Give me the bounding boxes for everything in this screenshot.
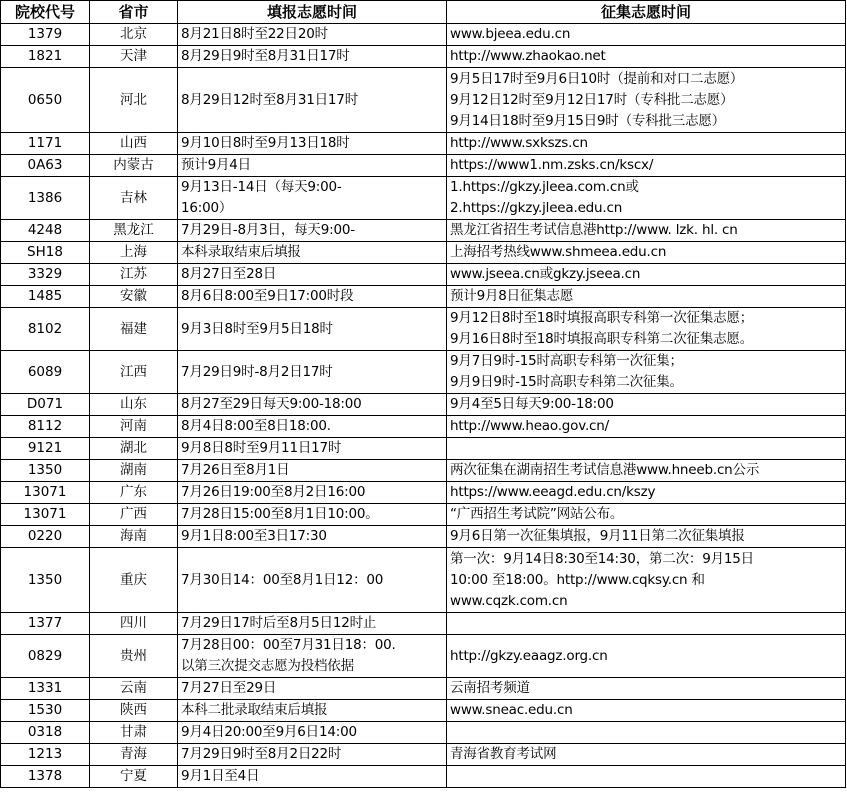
fill-time-cell [178,68,447,133]
collect-time-cell [447,351,846,394]
table-row [1,133,846,155]
province-cell: 海南 [90,526,178,548]
fill-line: 8月21日8时至22日20时 [181,26,328,42]
fill-line: 7月29日9时-8月2日17时 [181,363,333,380]
table-row [1,460,846,482]
table-row [1,526,846,548]
fill-line: 9月3日8时至9月5日18时 [181,320,333,337]
collect-line: 青海省教育考试网 [450,746,557,762]
fill-line: 8月29日9时至8月31日17时 [181,48,350,64]
collect-time-cell [447,68,846,133]
table-row [1,438,846,460]
fill-time-cell [178,744,447,766]
table-row [1,744,846,766]
fill-time-cell [178,504,447,526]
collect-line: 9月7日9时-15时高职专科第一次征集； [450,353,683,369]
fill-time-cell [178,394,447,416]
collect-line: 9月9日9时-15时高职专科第二次征集。 [450,374,683,390]
fill-time-cell [178,286,447,308]
fill-line: 7月30日14：00至8月1日12：00 [181,571,384,588]
collect-time-cell [447,613,846,635]
collect-time-cell [447,24,846,46]
fill-line: 8月4日8:00至8日18:00. [181,418,331,434]
collect-time-cell [447,635,846,678]
fill-line: 9月13日-14日（每天9:00- [181,179,342,195]
fill-time-cell [178,308,447,351]
fill-time-cell [178,351,447,394]
school-code-cell: 0220 [1,526,90,548]
collect-time-cell [447,155,846,177]
collect-time-cell [447,700,846,722]
fill-line: 8月29日12时至8月31日17时 [181,91,358,108]
table-row [1,548,846,613]
collect-time-cell [447,242,846,264]
collect-line: 9月4至5日每天9:00-18:00 [450,396,614,412]
collect-line: www.bjeea.edu.cn [450,26,571,42]
fill-line: 本科二批录取结束后填报 [181,702,328,718]
table-row [1,482,846,504]
collect-time-cell [447,264,846,286]
table-row [1,177,846,220]
collect-line: 黑龙江省招生考试信息港http://www. lzk. hl. cn [450,222,738,238]
collect-line: https://www.eeagd.edu.cn/kszy [450,484,656,500]
collect-line: 9月12日8时至18时填报高职专科第一次征集志愿； [450,310,754,326]
collect-time-cell [447,177,846,220]
fill-line: 7月29日9时至8月2日22时 [181,746,342,762]
collect-line: 2.https://gkzy.jleea.edu.cn [450,200,623,216]
fill-time-cell [178,416,447,438]
table-row [1,220,846,242]
collect-time-cell [447,482,846,504]
fill-time-cell [178,460,447,482]
province-cell: 江西 [90,351,178,394]
province-cell: 黑龙江 [90,220,178,242]
fill-line: 9月8日8时至9月11日17时 [181,440,342,456]
fill-time-cell [178,242,447,264]
collect-line: 9月12日12时至9月12日17时（专科批二志愿） [450,91,734,108]
collect-line: 9月16日8时至18时填报高职专科第二次征集志愿。 [450,331,754,347]
collect-time-cell [447,220,846,242]
province-cell: 河南 [90,416,178,438]
school-code-cell: 1350 [1,548,90,613]
collect-line: http://www.sxkszs.cn [450,135,588,151]
fill-line: 16:00） [181,200,233,216]
collect-line: http://www.zhaokao.net [450,48,606,64]
province-cell: 甘肃 [90,722,178,744]
table-row [1,68,846,133]
table-row [1,286,846,308]
fill-line: 9月1日8:00至3日17:30 [181,528,327,544]
school-code-cell: 0318 [1,722,90,744]
province-cell: 湖北 [90,438,178,460]
table-row [1,155,846,177]
table-row [1,351,846,394]
fill-line: 7月28日15:00至8月1日10:00。 [181,506,379,522]
school-code-cell: 1377 [1,613,90,635]
collect-time-cell [447,766,846,788]
school-code-cell: 6089 [1,351,90,394]
school-code-cell: 1171 [1,133,90,155]
province-cell: 宁夏 [90,766,178,788]
fill-line: 本科录取结束后填报 [181,244,301,260]
header-row [1,1,846,24]
fill-line: 7月26日至8月1日 [181,462,290,478]
fill-time-cell [178,613,447,635]
fill-time-cell [178,155,447,177]
province-cell: 陕西 [90,700,178,722]
table-row [1,46,846,68]
collect-line: 10:00 至18:00。http://www.cqksy.cn 和 [450,571,705,588]
table-row [1,635,846,678]
table-row [1,242,846,264]
collect-line: www.sneac.edu.cn [450,702,573,718]
province-cell: 天津 [90,46,178,68]
header-collect-time: 征集志愿时间 [447,1,846,24]
school-code-cell: 8112 [1,416,90,438]
table-row [1,264,846,286]
collect-line: 9月5日17时至9月6日10时（提前和对口二志愿） [450,70,744,87]
province-cell: 青海 [90,744,178,766]
collect-time-cell [447,678,846,700]
province-cell: 山西 [90,133,178,155]
school-code-cell: 1821 [1,46,90,68]
table-row [1,308,846,351]
school-code-cell: 0A63 [1,155,90,177]
table-row [1,613,846,635]
fill-time-cell [178,548,447,613]
school-code-cell: D071 [1,394,90,416]
collect-time-cell [447,46,846,68]
province-cell: 安徽 [90,286,178,308]
collect-line: 9月14日18时至9月15日9时（专科批三志愿） [450,112,726,129]
province-cell: 内蒙古 [90,155,178,177]
collect-line: “广西招生考试院”网站公布。 [450,506,624,522]
collect-time-cell [447,460,846,482]
fill-time-cell [178,700,447,722]
school-code-cell: 1379 [1,24,90,46]
table-row [1,416,846,438]
collect-line: http://www.heao.gov.cn/ [450,418,609,434]
collect-time-cell [447,394,846,416]
fill-time-cell [178,46,447,68]
table-body [1,24,846,788]
collect-time-cell [447,416,846,438]
province-cell: 广东 [90,482,178,504]
fill-time-cell [178,24,447,46]
province-cell: 吉林 [90,177,178,220]
header-code: 院校代号 [1,1,90,24]
collect-line: www.jseea.cn或gkzy.jseea.cn [450,266,641,282]
province-cell: 上海 [90,242,178,264]
school-code-cell: 0829 [1,635,90,678]
fill-line: 9月1日至4日 [181,768,260,784]
fill-time-cell [178,635,447,678]
table-row [1,678,846,700]
school-code-cell: 1331 [1,678,90,700]
table-row [1,24,846,46]
fill-line: 7月29日17时后至8月5日12时止 [181,615,377,631]
school-code-cell: 1350 [1,460,90,482]
province-cell: 江苏 [90,264,178,286]
table-row [1,394,846,416]
collect-line: 预计9月8日征集志愿 [450,288,574,304]
fill-time-cell [178,526,447,548]
collect-line: https://www1.nm.zsks.cn/kscx/ [450,157,654,173]
fill-line: 7月27日至29日 [181,680,277,696]
school-code-cell: 13071 [1,504,90,526]
fill-line: 8月6日8:00至9日17:00时段 [181,288,354,304]
school-code-cell: SH18 [1,242,90,264]
fill-time-cell [178,766,447,788]
school-code-cell: 0650 [1,68,90,133]
school-code-cell: 1386 [1,177,90,220]
school-code-cell: 9121 [1,438,90,460]
collect-line: 两次征集在湖南招生考试信息港www.hneeb.cn公示 [450,462,760,478]
table-row [1,700,846,722]
fill-line: 7月26日19:00至8月2日16:00 [181,484,366,500]
collect-time-cell [447,526,846,548]
school-code-cell: 1378 [1,766,90,788]
school-code-cell: 1485 [1,286,90,308]
province-cell: 河北 [90,68,178,133]
school-code-cell: 8102 [1,308,90,351]
province-cell: 贵州 [90,635,178,678]
fill-line: 8月27日至28日 [181,266,277,282]
fill-line: 7月28日00：00至7月31日18：00. [181,637,396,653]
province-cell: 北京 [90,24,178,46]
fill-time-cell [178,264,447,286]
table-row [1,504,846,526]
collect-line: www.cqzk.com.cn [450,592,568,609]
fill-line: 7月29日-8月3日，每天9:00- [181,222,355,238]
table-row [1,766,846,788]
fill-line: 8月27至29日每天9:00-18:00 [181,396,362,412]
school-code-cell: 4248 [1,220,90,242]
province-cell: 山东 [90,394,178,416]
fill-line: 9月10日8时至9月13日18时 [181,135,350,151]
table-row [1,722,846,744]
province-cell: 湖南 [90,460,178,482]
fill-time-cell [178,133,447,155]
header-province: 省市 [90,1,178,24]
province-cell: 福建 [90,308,178,351]
collect-line: 9月6日第一次征集填报，9月11日第二次征集填报 [450,528,745,544]
collect-time-cell [447,548,846,613]
fill-line: 9月4日20:00至9月6日14:00 [181,724,357,740]
province-cell: 四川 [90,613,178,635]
province-cell: 云南 [90,678,178,700]
fill-time-cell [178,722,447,744]
collect-time-cell [447,286,846,308]
collect-line: 上海招考热线www.shmeea.edu.cn [450,244,667,260]
collect-line: http://gkzy.eaagz.org.cn [450,647,608,664]
collect-line: 第一次：9月14日8:30至14:30，第二次：9月15日 [450,550,754,567]
collect-time-cell [447,504,846,526]
collect-time-cell [447,438,846,460]
fill-time-cell [178,678,447,700]
collect-line: 云南招考频道 [450,680,530,696]
collect-time-cell [447,744,846,766]
province-cell: 重庆 [90,548,178,613]
school-code-cell: 1213 [1,744,90,766]
fill-time-cell [178,220,447,242]
fill-line: 预计9月4日 [181,157,251,173]
school-code-cell: 1530 [1,700,90,722]
fill-time-cell [178,438,447,460]
province-cell: 广西 [90,504,178,526]
header-fill-time: 填报志愿时间 [178,1,447,24]
collect-time-cell [447,722,846,744]
collect-line: 1.https://gkzy.jleea.com.cn或 [450,179,639,195]
fill-time-cell [178,177,447,220]
collect-time-cell [447,133,846,155]
school-code-cell: 3329 [1,264,90,286]
fill-time-cell [178,482,447,504]
school-code-cell: 13071 [1,482,90,504]
collect-time-cell [447,308,846,351]
fill-line: 以第三次提交志愿为投档依据 [181,658,354,674]
